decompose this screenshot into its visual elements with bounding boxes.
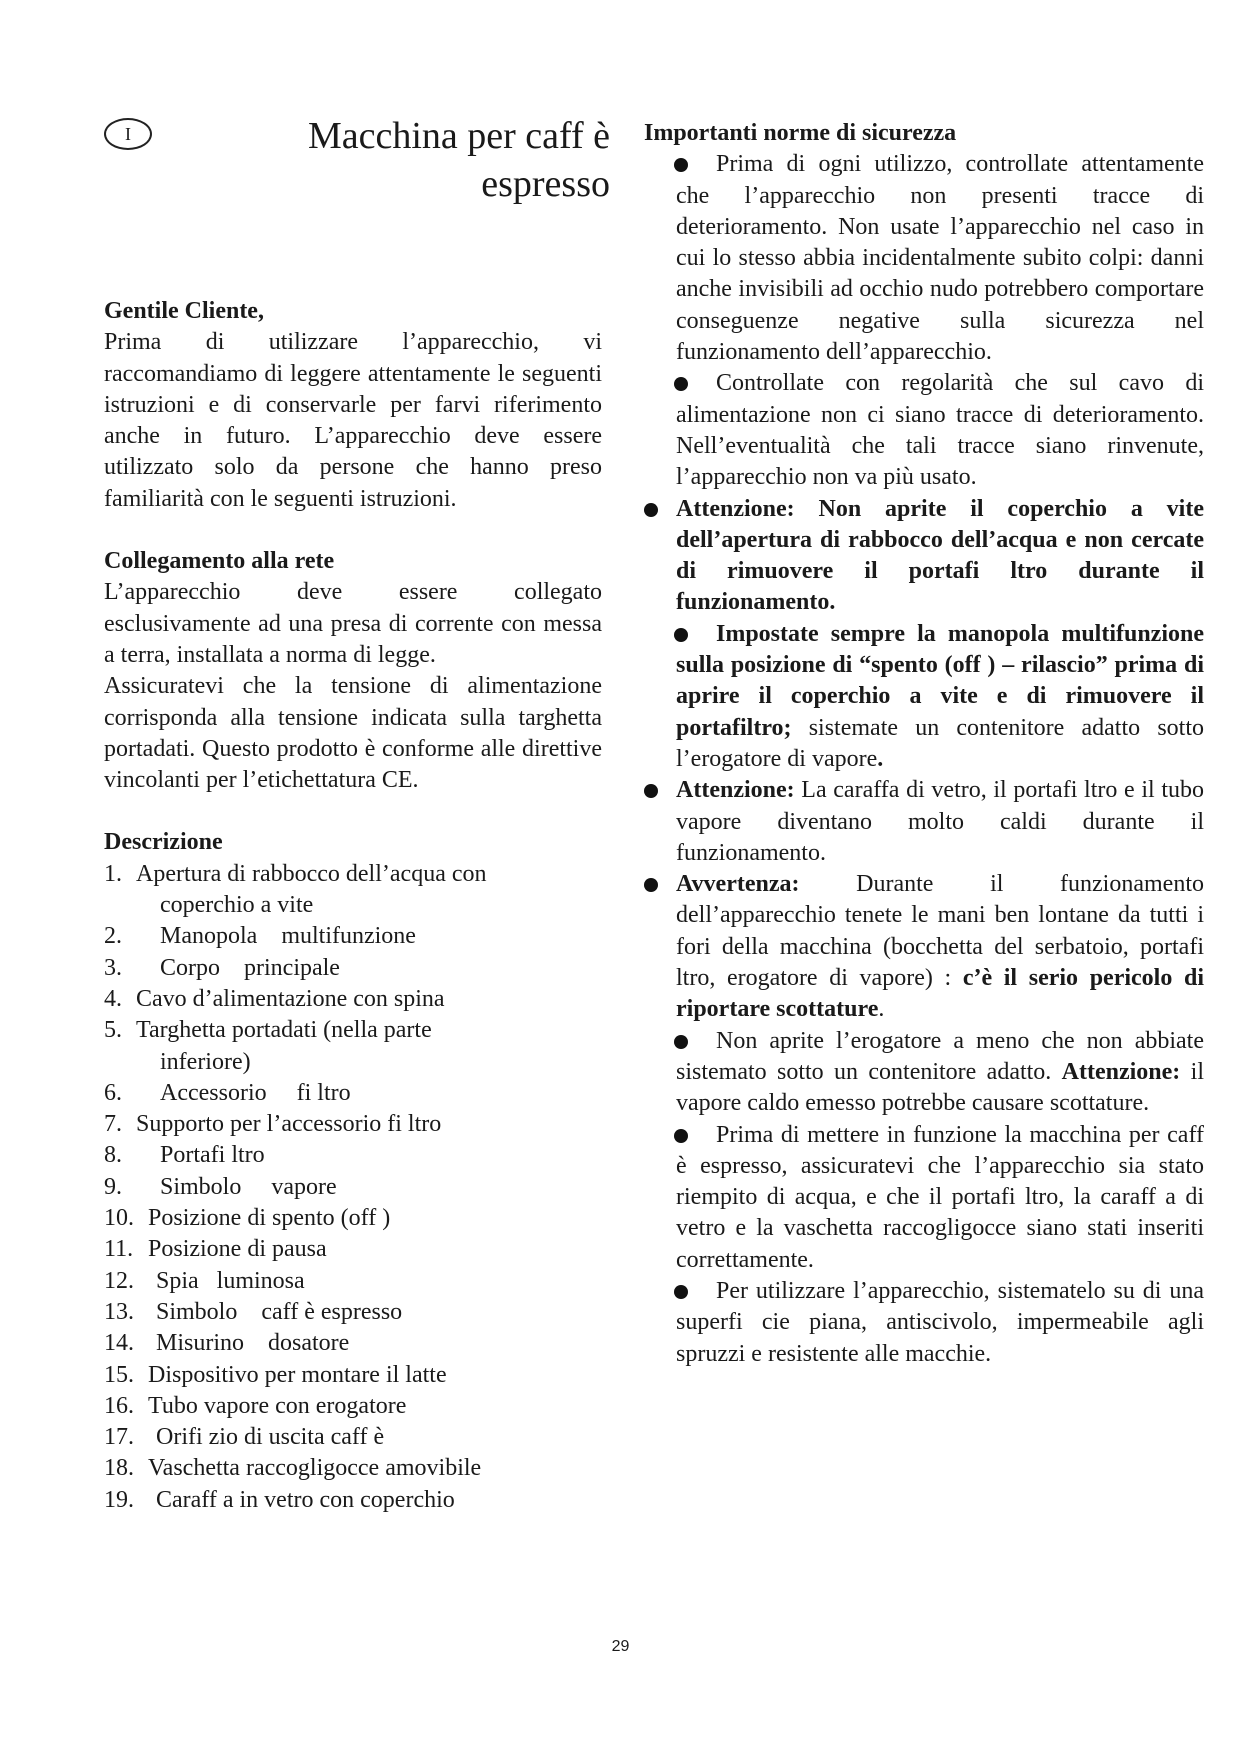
safety-bullet-4: Impostate sempre la manopola multifunzione sulla posizione di “spento (off ) – rilascio” prima di aprire il coperchio a vite e di rimuovere il portafiltro; sistemate un contenitore adatto sotto l’erogatore di vapore. xyxy=(676,620,1204,772)
list-item: 8. Portafi ltro xyxy=(104,1142,265,1169)
safety-bullet-3: Attenzione: Non aprite il coperchio a vite dell’apertura di rabbocco dell’acqua e non cercate di rimuovere il portafi ltro durante il funzionamento. xyxy=(644,494,1204,619)
list-item: 18. Vaschetta raccogligocce amovibile xyxy=(104,1455,482,1482)
connection-text-1: L’apparecchio deve essere collegato esclusivamente ad una presa di corrente con messa a terra, installata a norma di legge. xyxy=(104,579,602,668)
list-item: 9. Simbolo vapore xyxy=(104,1173,337,1200)
connection-heading: Collegamento alla rete xyxy=(104,548,335,575)
title-line-1: Macchina per caff è xyxy=(307,115,610,157)
parts-list xyxy=(104,859,602,1516)
safety-bullet-1: Prima di ogni utilizzo, controllate attentamente che l’apparecchio non presenti tracce di deterioramento. Non usate l’apparecchio nel caso in cui lo stesso abbia incidentalmente subito colpi: danni anche invisibili ad occhio nudo potrebbero comportare conseguenze negative sulla sicurezza nel funzionamento dell’apparecchio. xyxy=(676,151,1204,366)
safety-bullet-6: Avvertenza: Durante il funzionamento dell’apparecchio tenete le mani ben lontane da tutti i fori della macchina (bocchetta del serbatoio, portafi ltro, erogatore di vapore) : c’è il serio pericolo di riportare scottature. xyxy=(644,869,1204,1025)
list-item: 13. Simbolo caff è espresso xyxy=(104,1298,403,1325)
bullet-icon xyxy=(644,503,658,517)
language-badge: I xyxy=(104,118,152,150)
page-number: 29 xyxy=(611,1638,630,1655)
list-item: 6. Accessorio fi ltro xyxy=(104,1079,351,1106)
list-item: 4. Cavo d’alimentazione con spina xyxy=(104,985,445,1012)
safety-bullet-2: Controllate con regolarità che sul cavo di alimentazione non ci siano tracce di deterioramento. Nell’eventualità che tali tracce siano rinvenute, l’apparecchio non va più usato. xyxy=(676,370,1204,491)
safety-bullet-8: Prima di mettere in funzione la macchina per caff è espresso, assicuratevi che l’apparecchio sia stato riempito di acqua, e che il portafi ltro, la caraff a di vetro e la vaschetta raccogligocce siano stati inseriti correttamente. xyxy=(676,1121,1204,1273)
list-item: 11. Posizione di pausa xyxy=(104,1236,327,1263)
right-column xyxy=(644,118,1204,1370)
bullet-icon xyxy=(674,377,688,391)
bullet-icon xyxy=(674,1285,688,1299)
bullet-icon xyxy=(644,784,658,798)
list-item: 7. Supporto per l’accessorio fi ltro xyxy=(104,1111,442,1138)
list-item: 5. Targhetta portadati (nella parte inferiore) xyxy=(104,1017,432,1075)
bullet-icon xyxy=(674,1129,688,1143)
connection-text-2: Assicuratevi che la tensione di alimentazione corrisponda alla tensione indicata sulla targhetta portadati. Questo prodotto è conforme alle direttive vincolanti per l’etichettatura CE. xyxy=(104,673,602,794)
bullet-icon xyxy=(674,1035,688,1049)
title-line-2: espresso xyxy=(481,163,610,205)
safety-bullet-5: Attenzione: La caraffa di vetro, il portafi ltro e il tubo vapore diventano molto caldi durante il funzionamento. xyxy=(644,775,1204,869)
description-heading: Descrizione xyxy=(104,829,223,856)
safety-bullet-9: Per utilizzare l’apparecchio, sistematelo su di una superfi cie piana, antiscivolo, impermeabile agli spruzzi e resistente alle macchie. xyxy=(676,1277,1204,1367)
left-column xyxy=(104,296,602,1516)
list-item: 12. Spia luminosa xyxy=(104,1267,305,1294)
bullet-icon xyxy=(674,158,688,172)
bullet-icon xyxy=(674,628,688,642)
list-item: 10. Posizione di spento (off ) xyxy=(104,1205,391,1232)
list-item: 15. Dispositivo per montare il latte xyxy=(104,1361,447,1388)
intro-text: Prima di utilizzare l’apparecchio, vi raccomandiamo di leggere attentamente le seguenti istruzioni e di conservarle per farvi riferimento anche in futuro. L’apparecchio deve essere utilizzato solo da persone che hanno preso familiarità con le seguenti istruzioni. xyxy=(104,329,602,512)
safety-heading: Importanti norme di sicurezza xyxy=(644,120,957,146)
list-item: 14. Misurino dosatore xyxy=(104,1330,350,1357)
list-item: 19. Caraff a in vetro con coperchio xyxy=(104,1486,455,1513)
list-item: 3. Corpo principale xyxy=(104,954,340,981)
list-item: 2. Manopola multifunzione xyxy=(104,923,416,950)
intro-heading: Gentile Cliente, xyxy=(104,298,264,324)
bullet-icon xyxy=(644,878,658,892)
list-item: 1. Apertura di rabbocco dell’acqua con coperchio a vite xyxy=(104,860,487,919)
list-item: 17. Orifi zio di uscita caff è xyxy=(104,1424,385,1451)
page-title xyxy=(240,112,610,208)
list-item: 16. Tubo vapore con erogatore xyxy=(104,1392,407,1419)
safety-bullet-7: Non aprite l’erogatore a meno che non abbiate sistemato sotto un contenitore adatto. Attenzione: il vapore caldo emesso potrebbe causare scottature. xyxy=(676,1027,1204,1117)
